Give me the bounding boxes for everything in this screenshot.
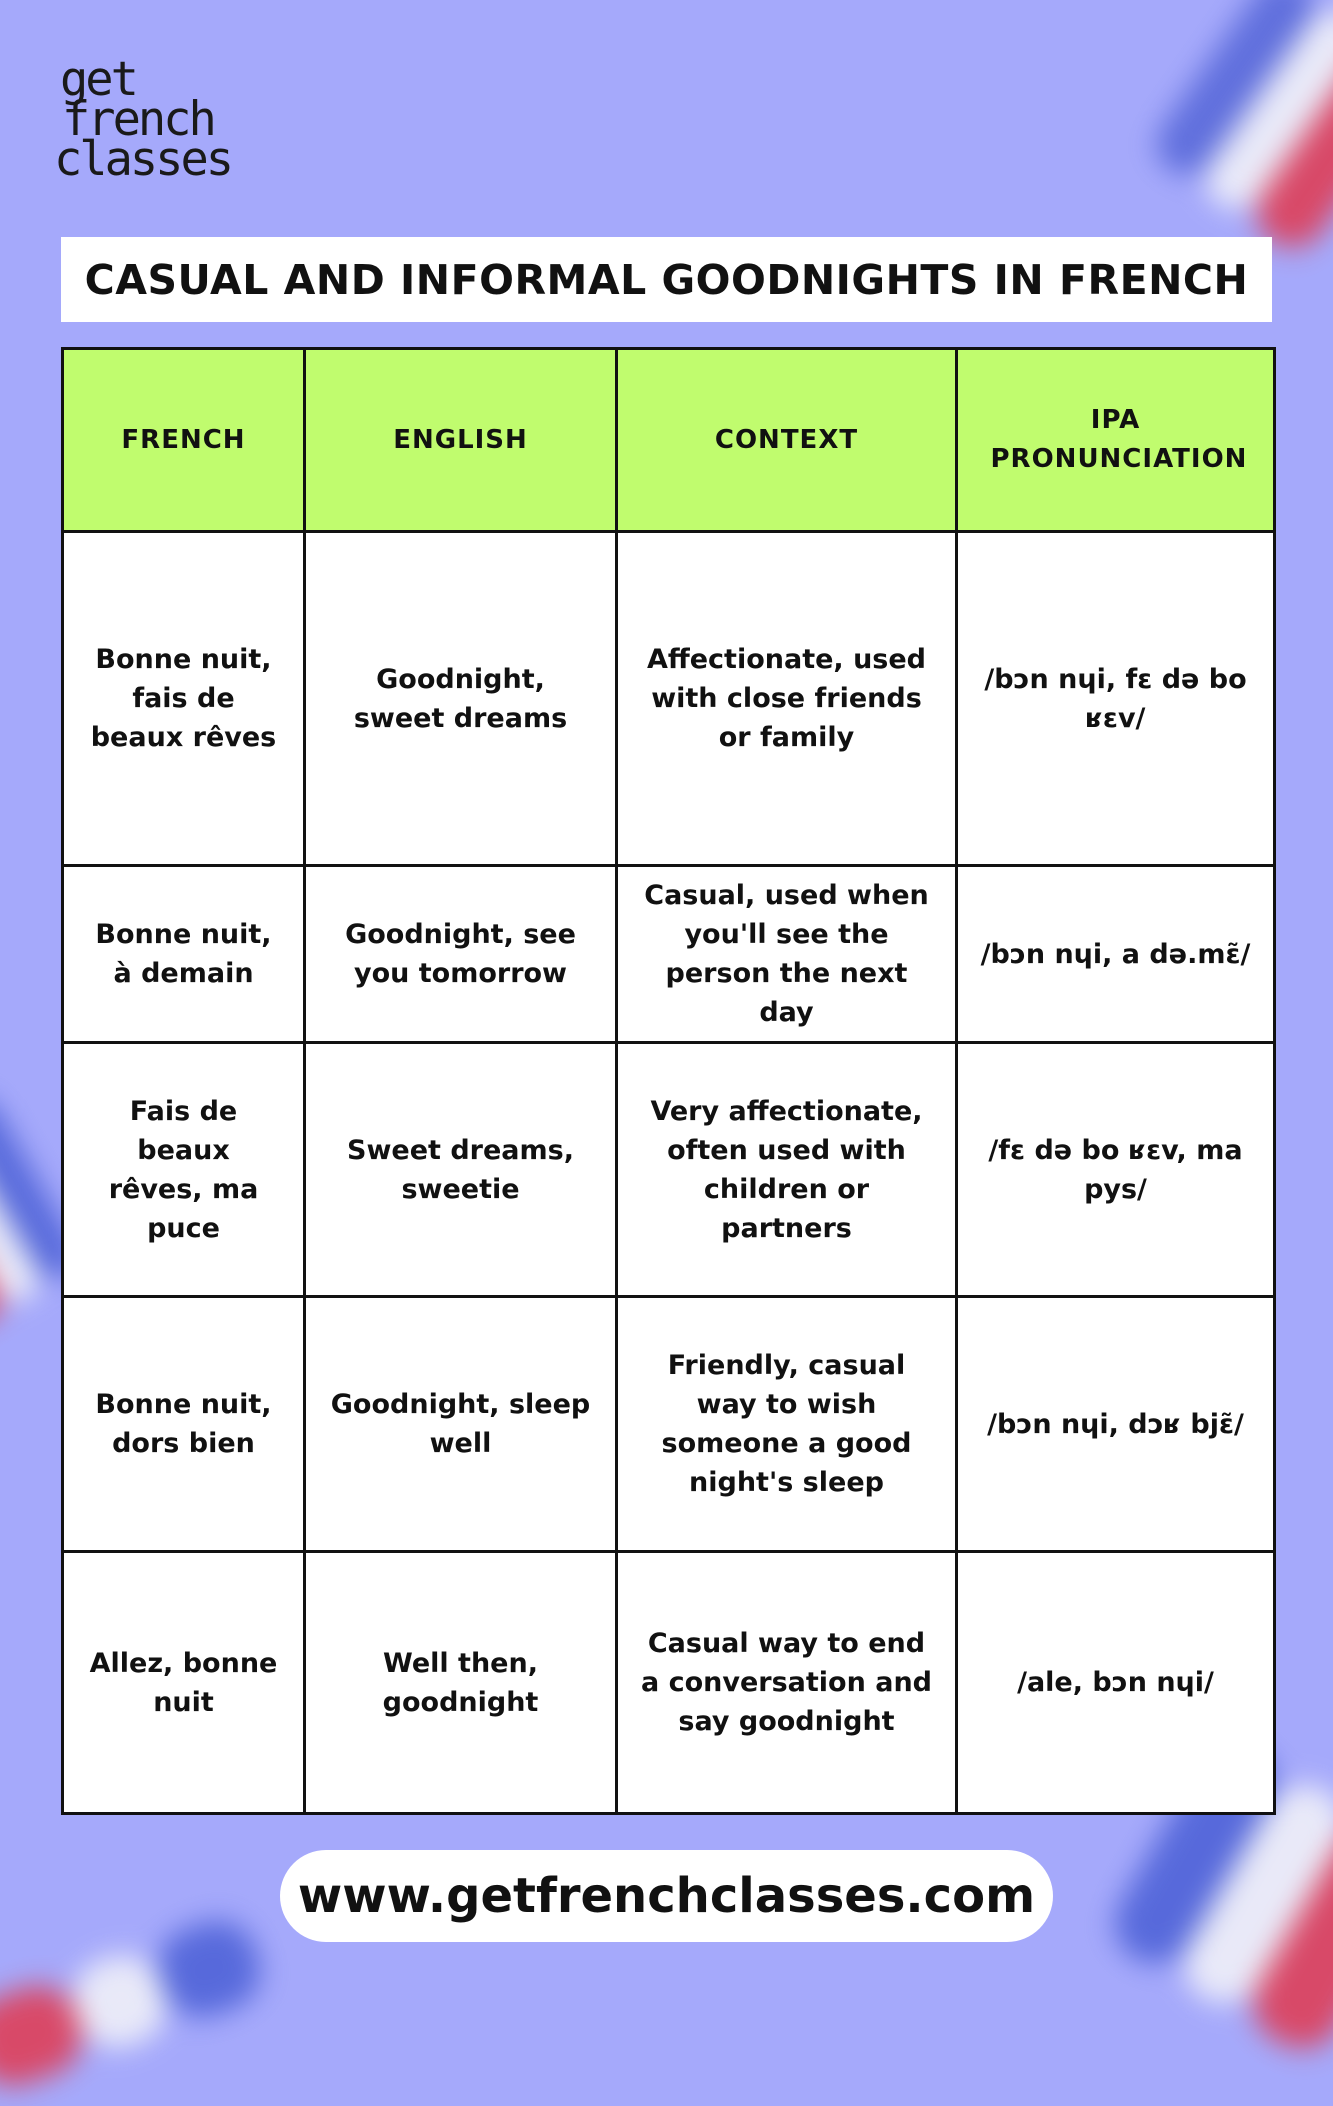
- cell-ipa: /bɔn nɥi, a də.mɛ̃/: [957, 866, 1275, 1043]
- table-row: [63, 1297, 1275, 1552]
- table-row: [63, 1552, 1275, 1814]
- table-header-row: [63, 349, 1275, 532]
- header-context: CONTEXT: [617, 349, 957, 532]
- cell-ipa: /ale, bɔn nɥi/: [957, 1552, 1275, 1814]
- logo-line-get: get: [60, 52, 136, 107]
- cell-context: Casual way to end a conversation and say goodnight: [617, 1552, 957, 1814]
- cell-english: Goodnight, sweet dreams: [305, 532, 617, 866]
- logo-line-classes: classes: [54, 132, 232, 187]
- header-french: FRENCH: [63, 349, 305, 532]
- header-ipa-text: IPA PRONUNCIATION: [990, 405, 1248, 474]
- cell-french: Bonne nuit, fais de beaux rêves: [63, 532, 305, 866]
- cell-french: Allez, bonne nuit: [63, 1552, 305, 1814]
- cell-french: Bonne nuit, à demain: [63, 866, 305, 1043]
- table-row: [63, 1043, 1275, 1297]
- cell-english: Goodnight, sleep well: [305, 1297, 617, 1552]
- title-banner: [61, 237, 1272, 322]
- cell-context: Very affectionate, often used with children or partners: [617, 1043, 957, 1297]
- header-english: ENGLISH: [305, 349, 617, 532]
- brand-logo: [54, 52, 232, 187]
- logo-line-french: french: [62, 92, 214, 147]
- cell-french: Bonne nuit, dors bien: [63, 1297, 305, 1552]
- cell-english: Goodnight, see you tomorrow: [305, 866, 617, 1043]
- cell-context: Affectionate, used with close friends or family: [617, 532, 957, 866]
- page-title: CASUAL AND INFORMAL GOODNIGHTS IN FRENCH: [84, 255, 1249, 304]
- cell-ipa: /bɔn nɥi, dɔʁ bjɛ̃/: [957, 1297, 1275, 1552]
- flag-decoration-top-right: [1145, 0, 1333, 267]
- cell-ipa: /fɛ də bo ʁɛv, ma pys/: [957, 1043, 1275, 1297]
- website-url[interactable]: www.getfrenchclasses.com: [297, 1868, 1036, 1924]
- header-ipa: [957, 349, 1275, 532]
- cell-english: Sweet dreams, sweetie: [305, 1043, 617, 1297]
- cell-context: Friendly, casual way to wish someone a good night's sleep: [617, 1297, 957, 1552]
- cell-context: Casual, used when you'll see the person the next day: [617, 866, 957, 1043]
- cell-french: Fais de beaux rêves, ma puce: [63, 1043, 305, 1297]
- flag-decoration-bottom-left: [0, 1872, 275, 2106]
- cell-ipa: /bɔn nɥi, fɛ də bo ʁɛv/: [957, 532, 1275, 866]
- table-row: [63, 866, 1275, 1043]
- table-row: [63, 532, 1275, 866]
- goodnights-table: [61, 347, 1276, 1815]
- cell-english: Well then, goodnight: [305, 1552, 617, 1814]
- website-pill[interactable]: [280, 1850, 1053, 1942]
